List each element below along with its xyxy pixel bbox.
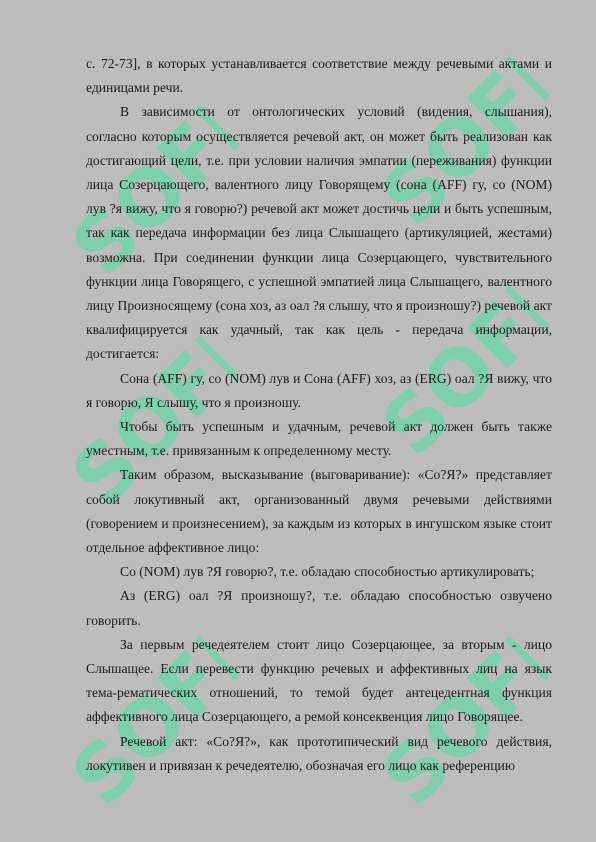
svg-text:SOFF: SOFF: [56, 626, 254, 824]
svg-text:SOFF: SOFF: [366, 46, 564, 244]
paragraph: Речевой акт: «Со?Я?», как прототипический вид речевого действия, локутивен и привязан к речедеятелю, обозначая его лицо как референцию: [86, 733, 552, 773]
svg-text:SOFF: SOFF: [56, 326, 254, 524]
svg-text:SOFF: SOFF: [56, 96, 254, 294]
paragraph: В зависимости от онтологических условий (видения, слышания), согласно которым осуществляется речевой акт, он может быть реализован как достигающий цели, т.е. при условии наличия эмпатии (переживания) функции лица Созерцающего, валентного лицу Говорящему (сона (AFF) гу, со (NOM) лув ?я вижу, что я говорю?) речевой акт может достичь цели и быть успешным, так как передача информации без лица Слышащего (артикуляцией, жестами) возможна. При соединении функции лица Созерцающего, чувствительного функции лица Говорящего, с успешной эмпатией лица Слышащего, валентного лицу Произносящему (сона хоз, аз оал ?я слышу, что я произношу?) речевой акт квалифицируется как удачный, так как цель - передача информации, достигается:: [86, 104, 552, 362]
paragraph: с. 72-73], в которых устанавливается соответствие между речевыми актами и единицами речи.: [86, 56, 552, 96]
body-text: [86, 52, 552, 778]
paragraph: За первым речедеятелем стоит лицо Созерцающее, за вторым - лицо Слышащее. Если перевести функцию речевых и аффективных лиц на язык тема-рематических отношений, то темой будет антецедентная функция аффективного лица Созерцающего, а ремой консеквенция лицо Говорящее.: [86, 636, 552, 725]
paragraph: Чтобы быть успешным и удачным, речевой акт должен быть также уместным, т.е. привязанным к определенному месту.: [86, 419, 552, 459]
svg-text:SOFF: SOFF: [366, 276, 564, 474]
paragraph: Таким образом, высказывание (выговаривание): «Со?Я?» представляет собой локутивный акт, организованный двумя речевыми действиями (говорением и произнесением), за каждым из которых в ингушском языке стоит отдельное аффективное лицо:: [86, 467, 552, 556]
paragraph: Со (NOM) лув ?Я говорю?, т.е. обладаю способностью артикулировать;: [120, 564, 535, 580]
paragraph: Сона (AFF) гу, со (NOM) лув и Сона (AFF) хоз, аз (ERG) оал ?Я вижу, что я говорю, Я слышу, что я произношу.: [86, 370, 552, 410]
svg-text:SOFF: SOFF: [366, 626, 564, 824]
paragraph: Аз (ERG) оал ?Я произношу?, т.е. обладаю способностью озвучено говорить.: [86, 588, 552, 628]
